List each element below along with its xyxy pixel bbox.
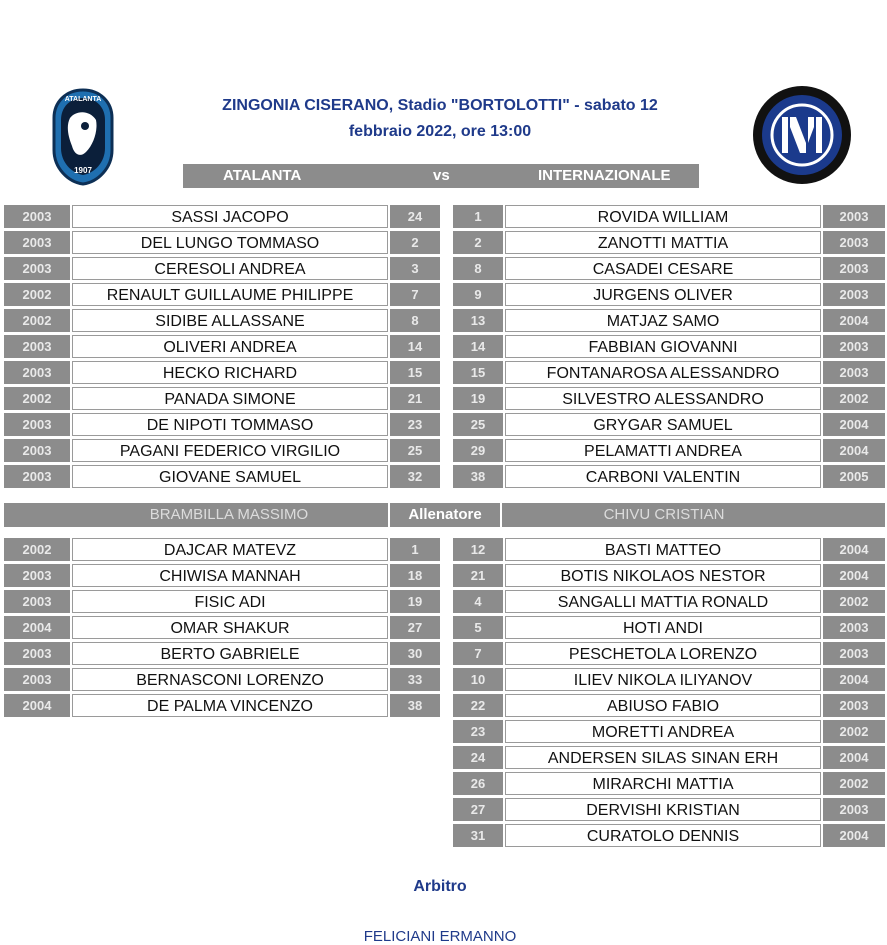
player-birth-year: 2004 <box>823 439 885 462</box>
player-birth-year: 2004 <box>823 309 885 332</box>
player-birth-year: 2003 <box>4 361 70 384</box>
player-name: ZANOTTI MATTIA <box>505 231 821 254</box>
player-name: DERVISHI KRISTIAN <box>505 798 821 821</box>
referee-label: Arbitro <box>413 878 467 895</box>
player-number: 38 <box>453 465 503 488</box>
player-birth-year: 2002 <box>823 590 885 613</box>
player-number: 7 <box>453 642 503 665</box>
player-birth-year: 2003 <box>4 205 70 228</box>
player-name: ROVIDA WILLIAM <box>505 205 821 228</box>
player-birth-year: 2003 <box>823 335 885 358</box>
player-birth-year: 2003 <box>823 616 885 639</box>
player-number: 8 <box>453 257 503 280</box>
player-birth-year: 2003 <box>823 694 885 717</box>
away-team-name: INTERNAZIONALE <box>538 167 671 184</box>
atalanta-logo <box>50 88 116 186</box>
player-name: CASADEI CESARE <box>505 257 821 280</box>
player-birth-year: 2002 <box>4 538 70 561</box>
player-number: 15 <box>453 361 503 384</box>
player-birth-year: 2003 <box>4 439 70 462</box>
player-number: 1 <box>390 538 440 561</box>
player-birth-year: 2002 <box>823 772 885 795</box>
player-name: CERESOLI ANDREA <box>72 257 388 280</box>
player-birth-year: 2002 <box>823 720 885 743</box>
player-name: SANGALLI MATTIA RONALD <box>505 590 821 613</box>
player-number: 15 <box>390 361 440 384</box>
player-number: 3 <box>390 257 440 280</box>
player-birth-year: 2003 <box>4 413 70 436</box>
home-team-name: ATALANTA <box>223 167 302 184</box>
player-number: 24 <box>390 205 440 228</box>
player-name: SASSI JACOPO <box>72 205 388 228</box>
player-name: GIOVANE SAMUEL <box>72 465 388 488</box>
player-name: DE NIPOTI TOMMASO <box>72 413 388 436</box>
player-birth-year: 2003 <box>4 642 70 665</box>
inter-logo <box>752 85 852 185</box>
player-number: 30 <box>390 642 440 665</box>
player-number: 38 <box>390 694 440 717</box>
player-birth-year: 2004 <box>823 824 885 847</box>
player-number: 1 <box>453 205 503 228</box>
player-birth-year: 2002 <box>4 387 70 410</box>
player-name: OMAR SHAKUR <box>72 616 388 639</box>
player-birth-year: 2003 <box>4 564 70 587</box>
player-name: DE PALMA VINCENZO <box>72 694 388 717</box>
player-number: 25 <box>453 413 503 436</box>
player-name: HOTI ANDI <box>505 616 821 639</box>
player-number: 10 <box>453 668 503 691</box>
player-name: BASTI MATTEO <box>505 538 821 561</box>
player-birth-year: 2003 <box>823 642 885 665</box>
player-name: DEL LUNGO TOMMASO <box>72 231 388 254</box>
atalanta-logo-year: 1907 <box>74 166 92 175</box>
player-birth-year: 2003 <box>4 590 70 613</box>
player-name: DAJCAR MATEVZ <box>72 538 388 561</box>
player-birth-year: 2003 <box>4 257 70 280</box>
player-birth-year: 2002 <box>4 283 70 306</box>
referee-name: FELICIANI ERMANNO <box>363 928 517 945</box>
vs-label: vs <box>433 167 450 184</box>
player-number: 14 <box>453 335 503 358</box>
player-name: FABBIAN GIOVANNI <box>505 335 821 358</box>
teams-bar <box>183 164 699 188</box>
player-number: 2 <box>390 231 440 254</box>
player-number: 21 <box>453 564 503 587</box>
player-name: MIRARCHI MATTIA <box>505 772 821 795</box>
player-number: 27 <box>390 616 440 639</box>
player-birth-year: 2003 <box>4 335 70 358</box>
player-name: CHIWISA MANNAH <box>72 564 388 587</box>
player-birth-year: 2003 <box>823 257 885 280</box>
player-birth-year: 2002 <box>823 387 885 410</box>
player-name: ANDERSEN SILAS SINAN ERH <box>505 746 821 769</box>
player-number: 19 <box>453 387 503 410</box>
player-number: 23 <box>390 413 440 436</box>
player-birth-year: 2004 <box>823 668 885 691</box>
player-birth-year: 2003 <box>823 205 885 228</box>
player-number: 9 <box>453 283 503 306</box>
player-number: 27 <box>453 798 503 821</box>
player-number: 8 <box>390 309 440 332</box>
away-coach: CHIVU CRISTIAN <box>603 506 725 523</box>
player-name: BOTIS NIKOLAOS NESTOR <box>505 564 821 587</box>
player-birth-year: 2003 <box>823 231 885 254</box>
player-number: 4 <box>453 590 503 613</box>
player-number: 7 <box>390 283 440 306</box>
player-number: 19 <box>390 590 440 613</box>
player-birth-year: 2004 <box>823 746 885 769</box>
player-name: SIDIBE ALLASSANE <box>72 309 388 332</box>
player-number: 12 <box>453 538 503 561</box>
player-name: CURATOLO DENNIS <box>505 824 821 847</box>
player-name: SILVESTRO ALESSANDRO <box>505 387 821 410</box>
player-number: 25 <box>390 439 440 462</box>
player-birth-year: 2003 <box>4 465 70 488</box>
player-name: ABIUSO FABIO <box>505 694 821 717</box>
player-name: HECKO RICHARD <box>72 361 388 384</box>
player-number: 18 <box>390 564 440 587</box>
player-name: BERNASCONI LORENZO <box>72 668 388 691</box>
player-name: JURGENS OLIVER <box>505 283 821 306</box>
match-header <box>180 93 700 145</box>
player-birth-year: 2003 <box>4 668 70 691</box>
player-birth-year: 2005 <box>823 465 885 488</box>
player-name: FONTANAROSA ALESSANDRO <box>505 361 821 384</box>
player-number: 5 <box>453 616 503 639</box>
player-number: 21 <box>390 387 440 410</box>
player-name: ILIEV NIKOLA ILIYANOV <box>505 668 821 691</box>
player-number: 14 <box>390 335 440 358</box>
player-birth-year: 2004 <box>4 616 70 639</box>
match-venue-date: ZINGONIA CISERANO, Stadio "BORTOLOTTI" - sabato 12 <box>222 97 658 114</box>
player-number: 22 <box>453 694 503 717</box>
player-name: OLIVERI ANDREA <box>72 335 388 358</box>
player-number: 33 <box>390 668 440 691</box>
player-name: PAGANI FEDERICO VIRGILIO <box>72 439 388 462</box>
player-name: MORETTI ANDREA <box>505 720 821 743</box>
player-birth-year: 2002 <box>4 309 70 332</box>
player-birth-year: 2003 <box>823 798 885 821</box>
atalanta-logo-text: ATALANTA <box>64 96 102 103</box>
player-name: BERTO GABRIELE <box>72 642 388 665</box>
player-name: PESCHETOLA LORENZO <box>505 642 821 665</box>
player-birth-year: 2004 <box>823 538 885 561</box>
player-number: 23 <box>453 720 503 743</box>
player-birth-year: 2004 <box>4 694 70 717</box>
player-number: 26 <box>453 772 503 795</box>
home-coach: BRAMBILLA MASSIMO <box>149 506 309 523</box>
player-name: FISIC ADI <box>72 590 388 613</box>
match-date-time: febbraio 2022, ore 13:00 <box>348 123 532 140</box>
player-name: PANADA SIMONE <box>72 387 388 410</box>
player-number: 13 <box>453 309 503 332</box>
player-name: PELAMATTI ANDREA <box>505 439 821 462</box>
player-birth-year: 2003 <box>823 361 885 384</box>
player-number: 31 <box>453 824 503 847</box>
player-name: MATJAZ SAMO <box>505 309 821 332</box>
player-birth-year: 2003 <box>4 231 70 254</box>
player-number: 29 <box>453 439 503 462</box>
player-number: 24 <box>453 746 503 769</box>
player-birth-year: 2003 <box>823 283 885 306</box>
player-number: 2 <box>453 231 503 254</box>
player-birth-year: 2004 <box>823 564 885 587</box>
player-number: 32 <box>390 465 440 488</box>
player-name: CARBONI VALENTIN <box>505 465 821 488</box>
player-birth-year: 2004 <box>823 413 885 436</box>
player-name: RENAULT GUILLAUME PHILIPPE <box>72 283 388 306</box>
coach-label: Allenatore <box>408 506 482 523</box>
player-name: GRYGAR SAMUEL <box>505 413 821 436</box>
